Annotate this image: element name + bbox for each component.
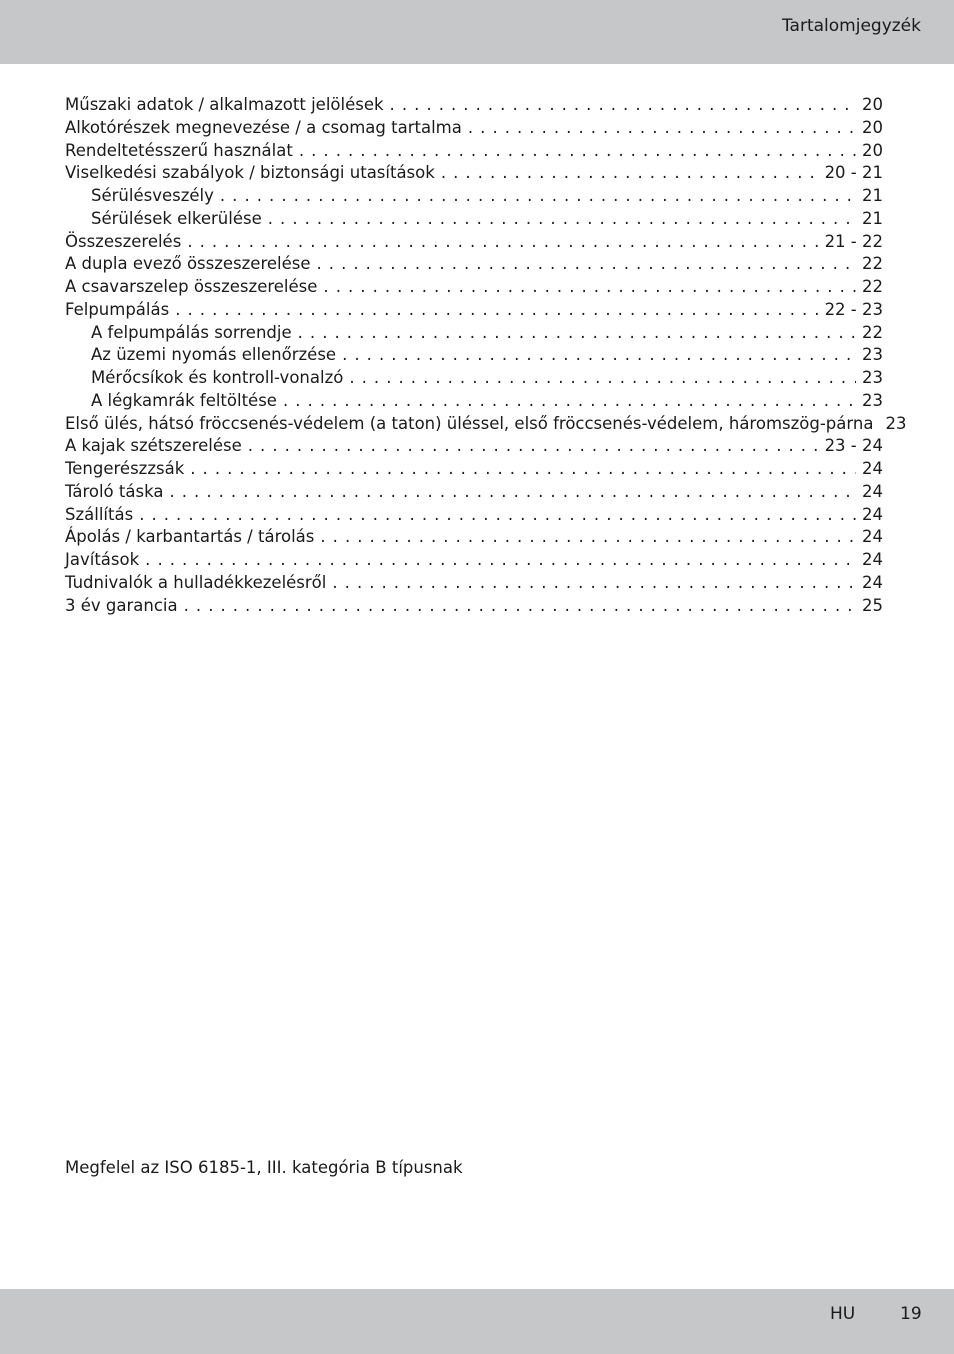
toc-entry-label: Felpumpálás <box>65 299 170 319</box>
toc-leader-dots <box>468 117 856 140</box>
toc-leader-dots <box>320 526 856 549</box>
toc-entry-page: 24 <box>862 572 883 592</box>
toc-entry-page: 22 <box>862 322 883 342</box>
toc-entry-label: A felpumpálás sorrendje <box>91 322 292 342</box>
toc-entry-label: Tengerészzsák <box>65 459 185 478</box>
toc-entry-page: 20 - 21 <box>824 163 883 183</box>
toc-entry-label: 3 év garancia <box>65 595 178 615</box>
toc-entry <box>65 162 883 185</box>
toc-leader-dots <box>283 390 856 413</box>
toc-subentry <box>65 185 883 208</box>
toc-entry-page: 24 <box>862 481 883 501</box>
toc-entry-page: 23 - 24 <box>824 436 883 456</box>
toc-entry <box>65 299 883 322</box>
toc-leader-dots <box>187 231 818 254</box>
toc-leader-dots <box>441 162 819 185</box>
toc-entry-label: A csavarszelep összeszerelése <box>65 277 318 296</box>
toc-leader-dots <box>220 185 856 208</box>
toc-entry-label: Tudnivalók a hulladékkezelésről <box>65 572 327 592</box>
toc-entry-label: Viselkedési szabályok / biztonsági utasítások <box>65 163 435 183</box>
toc-entry-page: 20 <box>862 95 883 114</box>
toc-leader-dots <box>323 276 856 299</box>
toc-entry-page: 24 <box>862 459 883 478</box>
language-code: HU <box>830 1304 856 1324</box>
toc-entry <box>65 140 883 163</box>
toc-entry-page: 23 <box>862 345 883 365</box>
toc-subentry <box>65 322 883 345</box>
toc-entry <box>65 253 883 276</box>
toc-entry-label: Szállítás <box>65 504 134 524</box>
toc-entry <box>65 117 883 140</box>
toc-entry-label: Ápolás / karbantartás / tárolás <box>65 527 315 547</box>
table-of-contents <box>65 94 907 617</box>
toc-entry-label: Tároló táska <box>65 481 164 501</box>
toc-leader-dots <box>145 549 856 572</box>
toc-entry-page: 24 <box>862 527 883 547</box>
toc-entry-page: 23 <box>862 390 883 410</box>
toc-leader-dots <box>190 458 856 481</box>
toc-entry-page: 25 <box>862 595 883 615</box>
toc-entry-label: Mérőcsíkok és kontroll-vonalzó <box>91 368 344 387</box>
toc-entry-page: 23 <box>862 368 883 387</box>
toc-entry-label: A kajak szétszerelése <box>65 436 242 456</box>
toc-entry-label: Alkotórészek megnevezése / a csomag tartalma <box>65 117 462 137</box>
toc-entry-label: Sérülések elkerülése <box>91 208 262 228</box>
page-title: Tartalomjegyzék <box>781 16 921 36</box>
page-number: 19 <box>900 1304 922 1324</box>
toc-leader-dots <box>332 572 856 595</box>
toc-entry-page: 23 <box>885 413 907 433</box>
toc-entry <box>65 413 907 436</box>
toc-leader-dots <box>169 481 856 504</box>
toc-subentry <box>65 208 883 231</box>
toc-entry-label: A légkamrák feltöltése <box>91 390 277 410</box>
footer-bar <box>0 1289 954 1354</box>
toc-leader-dots <box>268 208 856 231</box>
toc-entry-page: 22 - 23 <box>824 299 883 319</box>
toc-subentry <box>65 390 883 413</box>
toc-entry-label: Összeszerelés <box>65 231 182 251</box>
toc-entry-page: 21 <box>862 208 883 228</box>
toc-entry-page: 21 - 22 <box>824 231 883 251</box>
toc-entry <box>65 595 883 618</box>
toc-entry-page: 24 <box>862 550 883 569</box>
header-bar <box>0 0 954 64</box>
toc-entry <box>65 94 883 117</box>
toc-leader-dots <box>248 435 819 458</box>
toc-entry-label: Sérülésveszély <box>91 186 214 205</box>
toc-entry <box>65 549 883 572</box>
toc-entry-label: Az üzemi nyomás ellenőrzése <box>91 345 337 365</box>
conformity-note: Megfelel az ISO 6185-1, III. kategória B típusnak <box>65 1158 463 1177</box>
toc-entry <box>65 526 883 549</box>
toc-entry <box>65 572 883 595</box>
toc-leader-dots <box>298 322 856 345</box>
toc-entry-page: 22 <box>862 254 883 274</box>
toc-leader-dots <box>390 94 856 117</box>
toc-entry-page: 20 <box>862 117 883 137</box>
toc-entry <box>65 435 883 458</box>
toc-leader-dots <box>349 367 856 390</box>
toc-leader-dots <box>299 140 856 163</box>
toc-entry <box>65 481 883 504</box>
toc-entry-label: A dupla evező összeszerelése <box>65 254 311 274</box>
toc-entry <box>65 504 883 527</box>
toc-leader-dots <box>342 344 856 367</box>
toc-entry <box>65 231 883 254</box>
toc-leader-dots <box>184 595 856 618</box>
toc-entry-page: 24 <box>862 504 883 524</box>
toc-entry-page: 22 <box>862 277 883 296</box>
toc-subentry <box>65 367 883 390</box>
toc-leader-dots <box>175 299 818 322</box>
toc-leader-dots <box>139 504 856 527</box>
toc-entry-label: Rendeltetésszerű használat <box>65 140 293 160</box>
toc-entry-label: Műszaki adatok / alkalmazott jelölések <box>65 95 384 114</box>
toc-entry-page: 21 <box>862 186 883 205</box>
toc-entry <box>65 276 883 299</box>
toc-entry-page: 20 <box>862 140 883 160</box>
toc-subentry <box>65 344 883 367</box>
toc-entry-label: Első ülés, hátsó fröccsenés-védelem (a taton) üléssel, első fröccsenés-védelem, háromszög-párna <box>65 413 874 433</box>
toc-entry-label: Javítások <box>65 550 140 569</box>
toc-entry <box>65 458 883 481</box>
toc-leader-dots <box>317 253 856 276</box>
